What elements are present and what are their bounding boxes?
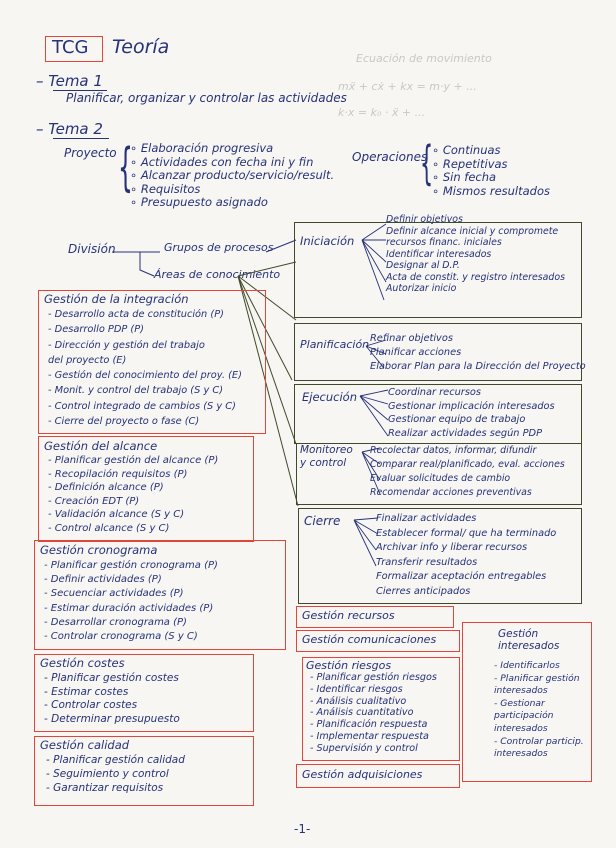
list-item: - Desarrollo acta de constitución (P) — [48, 309, 224, 320]
list-item: ∘ Continuas — [432, 143, 501, 157]
list-item: - Seguimiento y control — [46, 768, 169, 780]
cierre-list — [376, 512, 556, 599]
list-item: ∘ Repetitivas — [432, 156, 508, 171]
list-item: - Supervisión y control — [310, 742, 418, 754]
list-item: ∘ Elaboración progresiva — [130, 141, 274, 155]
list-item: Finalizar actividades — [376, 513, 477, 524]
course-code: TCG — [52, 37, 89, 58]
list-item: ∘ Alcanzar producto/servicio/result. — [130, 168, 335, 182]
tema1-label: – Tema 1 — [36, 72, 103, 90]
operaciones-label: Operaciones — [352, 150, 428, 164]
list-item: Transferir resultados — [376, 556, 478, 568]
list-item: Gestionar equipo de trabajo — [388, 414, 526, 425]
proyecto-label: Proyecto — [64, 146, 117, 160]
list-item: - Controlar costes — [44, 699, 138, 711]
integracion-label: Gestión de la integración — [44, 292, 189, 306]
list-item: - Control integrado de cambios (S y C) — [48, 400, 236, 412]
cronograma-list — [44, 559, 218, 644]
list-item: - Análisis cualitativo — [310, 695, 407, 707]
list-item: Formalizar aceptación entregables — [376, 571, 547, 582]
list-item: Identificar interesados — [386, 248, 492, 260]
alcance-list — [48, 454, 218, 536]
list-item: - Planificar gestión del alcance (P) — [48, 455, 219, 466]
list-item: Comparar real/planificado, eval. acciones — [370, 459, 565, 470]
ejecucion-list — [388, 386, 555, 440]
calidad-list — [46, 753, 185, 795]
bleed-through-text: k·x = k₀ · ẍ + ... — [338, 106, 426, 119]
costes-list — [44, 672, 180, 726]
list-item: ∘ Mismos resultados — [432, 183, 551, 198]
list-item: - Implementar respuesta — [310, 730, 429, 742]
iniciacion-label: Iniciación — [300, 234, 355, 248]
list-item: Elaborar Plan para la Dirección del Proyecto — [370, 361, 586, 372]
integracion-list — [48, 307, 242, 429]
operaciones-brace: { — [420, 136, 434, 190]
bleed-through-text: Ecuación de movimiento — [356, 52, 492, 65]
bleed-through-text: mẍ + cẋ + kx = m·y + ... — [338, 80, 477, 93]
list-item: Gestionar implicación interesados — [388, 400, 555, 412]
list-item: Realizar actividades según PDP — [388, 427, 542, 439]
list-item: - Monit. y control del trabajo (S y C) — [48, 385, 224, 397]
list-item: - Controlar cronograma (S y C) — [44, 631, 198, 643]
list-item: Autorizar inicio — [386, 283, 457, 294]
iniciacion-list — [386, 214, 578, 295]
alcance-label: Gestión del alcance — [44, 439, 158, 453]
calidad-label: Gestión calidad — [40, 738, 130, 752]
list-item: - Análisis cuantitativo — [310, 707, 414, 719]
list-item: - Desarrollo PDP (P) — [48, 324, 144, 336]
list-item: - Creación EDT (P) — [48, 495, 140, 507]
list-item: - Planificación respuesta — [310, 719, 428, 731]
list-item: Planificar acciones — [370, 347, 462, 358]
list-item: Recolectar datos, informar, difundir — [370, 445, 537, 456]
list-item: - Gestión del conocimiento del proy. (E) — [48, 370, 242, 382]
list-item: ∘ Requisitos — [130, 181, 201, 196]
interesados-list — [494, 660, 584, 761]
riesgos-list — [310, 672, 437, 755]
planificacion-label: Planificación — [300, 338, 370, 351]
list-item: - Determinar presupuesto — [44, 712, 180, 725]
list-item: - Identificar riesgos — [310, 683, 403, 695]
recursos-label: Gestión recursos — [302, 609, 395, 622]
list-item: - Cierre del proyecto o fase (C) — [48, 416, 200, 428]
list-item: - Planificar gestión cronograma (P) — [44, 560, 218, 571]
planificacion-list — [370, 332, 586, 374]
list-item: - Garantizar requisitos — [46, 782, 164, 794]
page-title: Teoría — [112, 36, 170, 58]
list-item: ∘ Sin fecha — [432, 170, 497, 184]
list-item: - Identificarlos — [494, 660, 560, 671]
comunicaciones-label: Gestión comunicaciones — [302, 633, 437, 646]
list-item: ∘ Actividades con fecha ini y fin — [130, 154, 314, 169]
list-item: - Desarrollar cronograma (P) — [44, 616, 187, 628]
proyecto-brace: { — [118, 138, 133, 198]
list-item: Refinar objetivos — [370, 333, 453, 344]
list-item: Evaluar solicitudes de cambio — [370, 473, 511, 484]
tema1-text: Planificar, organizar y controlar las actividades — [66, 91, 347, 105]
list-item: - Controlar particip. interesados — [494, 735, 584, 760]
list-item: Recomendar acciones preventivas — [370, 487, 532, 498]
ejecucion-label: Ejecución — [302, 390, 357, 404]
adquisiciones-label: Gestión adquisiciones — [302, 768, 423, 781]
division-label: División — [68, 242, 116, 256]
list-item: ∘ Presupuesto asignado — [130, 195, 268, 209]
monitoreo-label: Monitoreo y control — [300, 444, 353, 469]
list-item: Acta de constit. y registro interesados — [386, 271, 565, 283]
list-item: - Planificar gestión costes — [44, 672, 179, 684]
list-item: - Dirección y gestión del trabajo — [48, 339, 205, 351]
list-item: Definir alcance inicial y compromete recursos financ. iniciales — [386, 225, 559, 248]
list-item: - Validación alcance (S y C) — [48, 509, 185, 521]
list-item: Designar al D.P. — [386, 260, 460, 271]
areas-conocimiento-label: Áreas de conocimiento — [154, 268, 281, 281]
cierre-label: Cierre — [304, 514, 341, 528]
tema2-label: – Tema 2 — [36, 120, 103, 138]
list-item: - Secuenciar actividades (P) — [44, 588, 184, 600]
grupos-procesos-label: Grupos de procesos — [164, 241, 274, 254]
list-item: - Planificar gestión riesgos — [310, 672, 437, 683]
list-item: - Estimar costes — [44, 685, 129, 698]
riesgos-label: Gestión riesgos — [306, 659, 392, 672]
list-item: Coordinar recursos — [388, 387, 482, 398]
list-item: Definir objetivos — [386, 214, 463, 225]
monitoreo-list — [370, 444, 565, 500]
list-item: - Planificar gestión calidad — [46, 754, 185, 766]
list-item: - Definir actividades (P) — [44, 574, 162, 586]
list-item: - Estimar duración actividades (P) — [44, 602, 214, 614]
list-item: Cierres anticipados — [376, 585, 471, 597]
list-item: del proyecto (E) — [48, 354, 127, 366]
list-item: - Recopilación requisitos (P) — [48, 468, 188, 480]
list-item: - Definición alcance (P) — [48, 482, 164, 494]
costes-label: Gestión costes — [40, 656, 125, 670]
list-item: Establecer formal/ que ha terminado — [376, 527, 557, 539]
list-item: Archivar info y liberar recursos — [376, 542, 528, 553]
list-item: - Control alcance (S y C) — [48, 522, 170, 534]
list-item: - Gestionar participación interesados — [494, 697, 554, 734]
list-item: - Planificar gestión interesados — [494, 672, 580, 697]
interesados-label: Gestión interesados — [498, 628, 560, 652]
page-number: -1- — [294, 822, 311, 836]
cronograma-label: Gestión cronograma — [40, 543, 158, 557]
